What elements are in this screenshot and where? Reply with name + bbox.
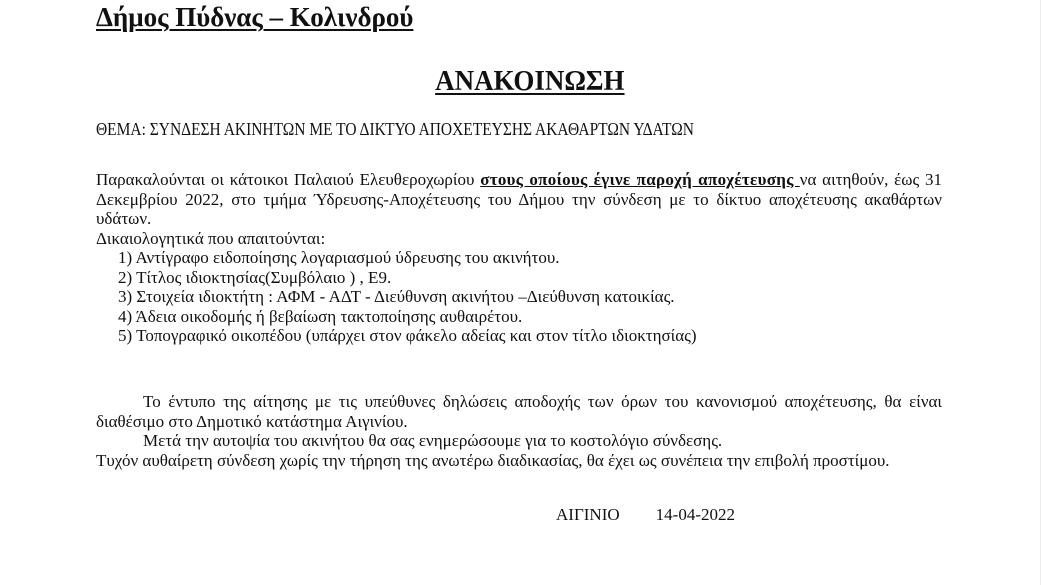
requirement-item: 5) Τοπογραφικό οικοπέδου (υπάρχει στον φάκελο αδείας και στον τίτλο ιδιοκτησίας): [118, 326, 697, 345]
requirements-list: [118, 248, 697, 346]
announcement-title: ΑΝΑΚΟΙΝΩΣΗ: [435, 65, 625, 97]
requirement-item: 2) Τίτλος ιδιοκτησίας(Συμβόλαιο ) , Ε9.: [118, 267, 392, 287]
requirement-item: 1) Αντίγραφο ειδοποίησης λογαριασμού ύδρευσης του ακινήτου.: [118, 248, 560, 267]
requirement-item: 3) Στοιχεία ιδιοκτήτη : ΑΦΜ - ΑΔΤ - Διεύθυνση ακινήτου –Διεύθυνση κατοικίας.: [118, 287, 675, 306]
paragraph-invitation: [96, 170, 942, 229]
signature-line: [556, 505, 735, 525]
requirement-item: 4) Άδεια οικοδομής ή βεβαίωση τακτοποίησης αυθαιρέτου.: [118, 306, 523, 326]
paragraph-form-availability-text: Το έντυπο της αίτησης με τις υπεύθυνες δηλώσεις αποδοχής των όρων του κανονισμού αποχέτευσης, θα είναι διαθέσιμο στο Δημοτικό κατάστημα Αιγινίου.: [96, 392, 942, 431]
signature-date: 14-04-2022: [655, 505, 735, 524]
paragraph-inspection: [96, 431, 942, 451]
announcement-title-row: [0, 64, 1041, 98]
paragraph-penalty: Τυχόν αυθαίρετη σύνδεση χωρίς την τήρηση της ανωτέρω διαδικασίας, θα έχει ως συνέπεια την επιβολή προστίμου.: [96, 451, 890, 470]
paragraph-invitation-end: να αιτηθούν, έως 31 Δεκεμβρίου 2022, στο τμήμα Ύδρευσης-Αποχέτευσης του Δήμου την σύνδεση με το δίκτυο αποχέτευσης ακαθάρτων υδάτων.: [96, 170, 943, 228]
signature-place: ΑΙΓΙΝΙΟ: [556, 505, 620, 524]
requirements-label: Δικαιολογητικά που απαιτούνται:: [96, 229, 326, 248]
subject-line: ΘΕΜΑ: ΣΥΝΔΕΣΗ ΑΚΙΝΗΤΩΝ ΜΕ ΤΟ ΔΙΚΤΥΟ ΑΠΟΧΕΤΕΥΣΗΣ ΑΚΑΘΑΡΤΩΝ ΥΔΑΤΩΝ: [96, 119, 694, 139]
municipality-header: Δήμος Πύδνας – Κολινδρού: [96, 2, 414, 32]
paragraph-form-availability: [96, 392, 942, 431]
paragraph-inspection-text: Μετά την αυτοψία του ακινήτου θα σας ενημερώσουμε για το κοστολόγιο σύνδεσης.: [143, 431, 723, 450]
paragraph-invitation-emphasis: στους οποίους έγινε παροχή αποχέτευσης: [480, 170, 800, 189]
paragraph-invitation-start: Παρακαλούνται οι κάτοικοι Παλαιού Ελευθεροχωρίου: [96, 170, 481, 189]
